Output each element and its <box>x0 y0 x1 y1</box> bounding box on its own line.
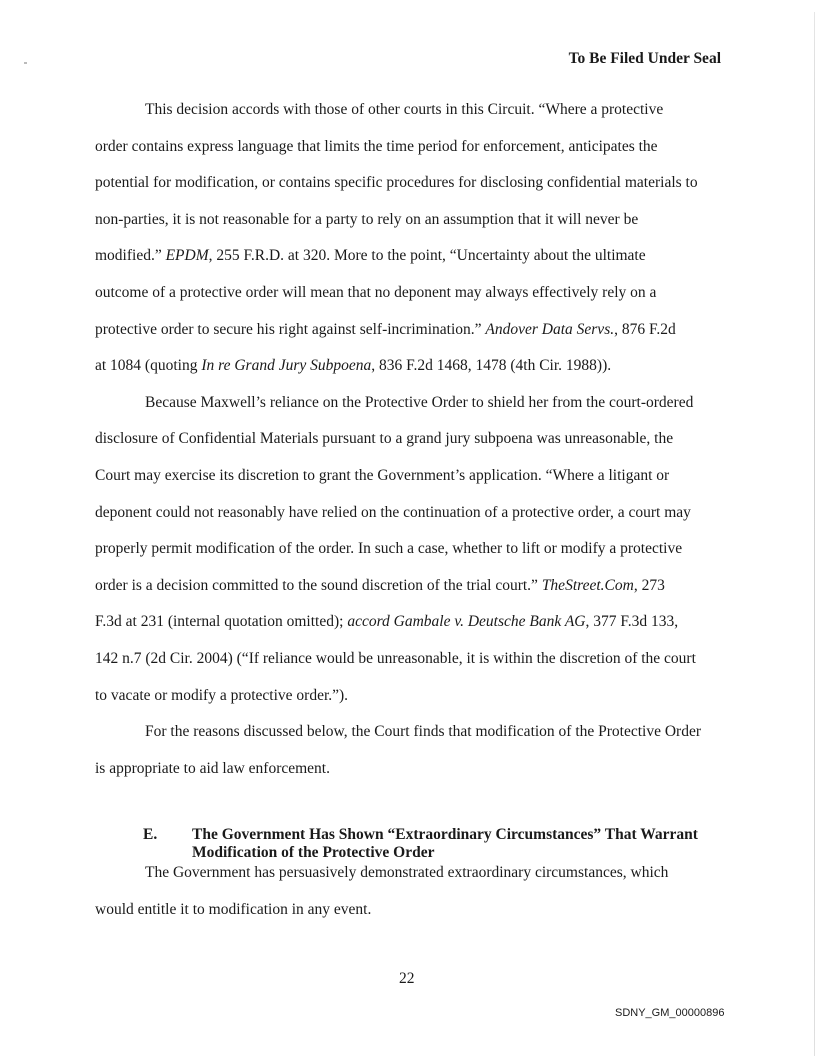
case-citation: TheStreet.Com <box>541 576 634 594</box>
text-line <box>95 129 725 166</box>
text-segment: to vacate or modify a protective order.”). <box>95 686 349 704</box>
text-line <box>95 458 725 495</box>
text-segment: order is a decision committed to the sound discretion of the trial court.” <box>95 576 542 594</box>
text-segment: For the reasons discussed below, the Court finds that modification of the Protective Order <box>145 723 702 741</box>
case-citation: EPDM <box>165 247 209 265</box>
text-line <box>95 751 725 788</box>
case-citation: accord Gambale v. Deutsche Bank AG <box>347 613 586 631</box>
text-segment: , 273 <box>633 576 665 594</box>
text-segment: F.3d at 231 (internal quotation omitted); <box>95 613 348 631</box>
document-body <box>95 92 725 787</box>
section-letter: E. <box>143 826 158 843</box>
text-segment: , 377 F.3d 133, <box>585 613 679 631</box>
text-segment: order contains express language that limits the time period for enforcement, anticipates the <box>95 137 658 155</box>
text-segment: 142 n.7 (2d Cir. 2004) (“If reliance would be unreasonable, it is within the discretion of the court <box>95 649 696 667</box>
bates-number: SDNY_GM_00000896 <box>615 1007 725 1019</box>
closing-paragraph <box>95 855 725 928</box>
text-segment: non-parties, it is not reasonable for a party to rely on an assumption that it will never be <box>95 210 639 228</box>
text-segment: This decision accords with those of other courts in this Circuit. “Where a protective <box>145 101 664 118</box>
text-line <box>95 348 725 385</box>
text-line <box>95 92 725 129</box>
text-segment: Because Maxwell’s reliance on the Protective Order to shield her from the court-ordered <box>145 393 694 411</box>
text-line <box>95 678 725 715</box>
text-segment: outcome of a protective order will mean that no deponent may always effectively rely on a <box>95 283 657 301</box>
text-segment: , 876 F.2d <box>614 320 676 338</box>
closing-line-1: The Government has persuasively demonstrated extraordinary circumstances, which <box>145 864 669 881</box>
text-line <box>95 202 725 239</box>
text-segment: properly permit modification of the order. In such a case, whether to lift or modify a protective <box>95 540 683 558</box>
paragraph-3 <box>95 714 725 787</box>
text-segment: is appropriate to aid law enforcement. <box>95 759 330 777</box>
section-title-line-2: Modification of the Protective Order <box>192 844 435 861</box>
text-line <box>95 531 725 568</box>
text-segment: , 836 F.2d 1468, 1478 (4th Cir. 1988)). <box>371 357 612 375</box>
text-segment: protective order to secure his right against self-incrimination.” <box>95 320 486 338</box>
text-segment: modified.” <box>95 247 166 265</box>
text-line <box>95 238 725 275</box>
scan-artifact <box>24 62 27 64</box>
case-citation: Andover Data Servs. <box>485 320 615 338</box>
text-segment: disclosure of Confidential Materials pursuant to a grand jury subpoena was unreasonable, the <box>95 430 674 448</box>
text-line <box>95 312 725 349</box>
text-line <box>95 714 725 751</box>
text-line <box>95 165 725 202</box>
paragraph-2 <box>95 385 725 714</box>
case-citation: In re Grand Jury Subpoena <box>201 357 372 375</box>
text-segment: potential for modification, or contains specific procedures for disclosing confidential materials to <box>95 174 698 192</box>
text-line <box>95 568 725 605</box>
text-segment: at 1084 (quoting <box>95 357 202 375</box>
text-segment: deponent could not reasonably have relied on the continuation of a protective order, a court may <box>95 503 691 521</box>
paragraph-1 <box>95 92 725 385</box>
seal-header: To Be Filed Under Seal <box>568 50 721 67</box>
page-edge-line <box>814 12 815 1056</box>
text-line <box>95 275 725 312</box>
text-line <box>95 641 725 678</box>
page-number: 22 <box>399 970 415 987</box>
text-line <box>95 604 725 641</box>
section-title-line-1: The Government Has Shown “Extraordinary Circumstances” That Warrant <box>192 826 698 843</box>
closing-line-2: would entitle it to modification in any event. <box>95 900 372 918</box>
text-segment: Court may exercise its discretion to grant the Government’s application. “Where a litigant or <box>95 466 670 484</box>
text-line <box>95 495 725 532</box>
text-line <box>95 385 725 422</box>
text-line <box>95 421 725 458</box>
text-segment: , 255 F.R.D. at 320. More to the point, “Uncertainty about the ultimate <box>208 247 646 265</box>
